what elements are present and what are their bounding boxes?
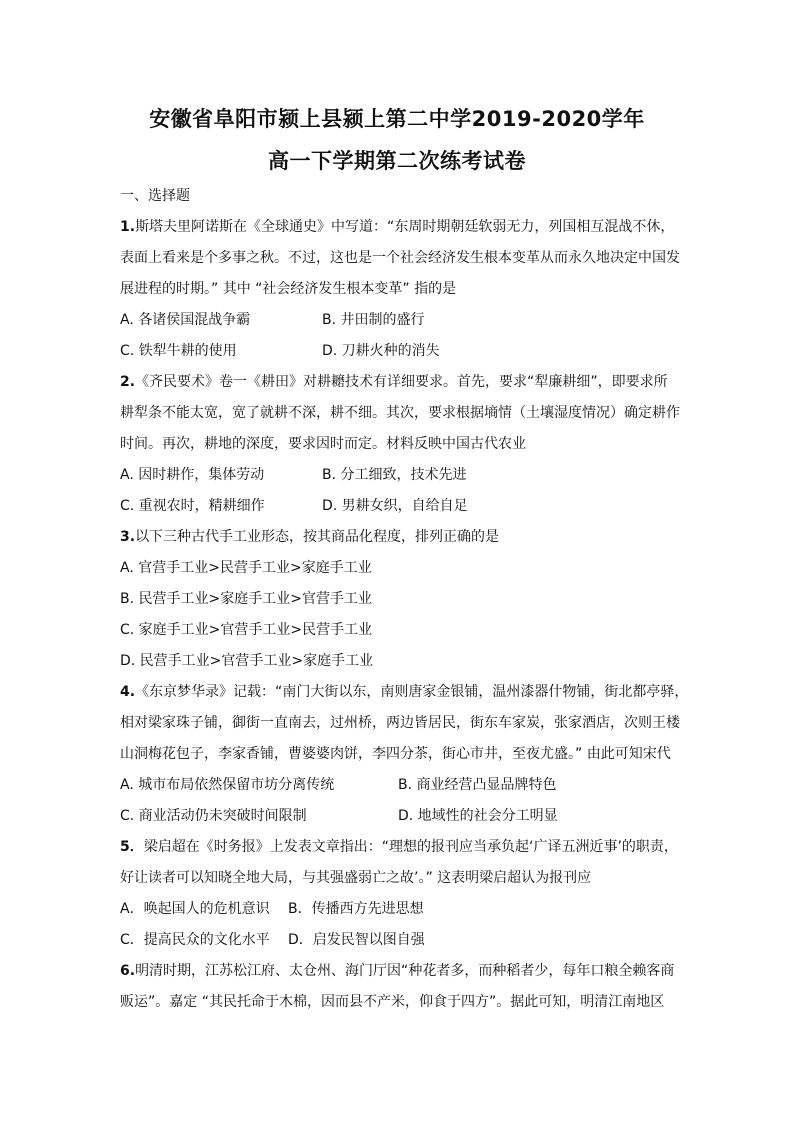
question-number: 6. (120, 963, 136, 979)
section-heading: 一、选择题 (120, 188, 190, 204)
question-1-line-1 (120, 218, 674, 236)
q3-option-c[interactable]: C. 家庭手工业>官营手工业>民营手工业 (120, 622, 373, 638)
q2-option-a[interactable]: A. 因时耕作，集体劳动 (120, 467, 265, 483)
q4-option-c[interactable]: C. 商业活动仍未突破时间限制 (120, 808, 307, 824)
question-number: 2. (120, 374, 136, 390)
q3-option-d[interactable]: D. 民营手工业>官营手工业>家庭手工业 (120, 653, 374, 669)
question-text: 以下三种古代手工业形态，按其商品化程度，排列正确的是 (135, 529, 500, 545)
q4-option-b[interactable]: B. 商业经营凸显品牌特色 (398, 777, 557, 793)
question-4-line-1 (120, 683, 688, 701)
q5-option-c[interactable]: C．提高民众的文化水平 (120, 932, 270, 948)
question-1-line-2: 表面上看来是个多事之秋。不过，这也是一个社会经济发生根本变革从而永久地决定中国发 (120, 250, 680, 266)
q5-option-d[interactable]: D．启发民智以图自强 (288, 932, 425, 948)
question-2-line-2: 耕犁条不能太宽，宽了就耕不深，耕不细。其次，要求根据墒情（土壤湿度情况）确定耕作 (120, 405, 680, 421)
question-3-line-1 (120, 528, 499, 546)
question-1-line-3: 展进程的时期。” 其中 “社会经济发生根本变革” 指的是 (120, 281, 457, 297)
question-2-line-3: 时间。再次，耕地的深度，要求因时而定。材料反映中国古代农业 (120, 436, 526, 452)
q5-option-b[interactable]: B．传播西方先进思想 (288, 901, 424, 917)
question-6-line-1 (120, 962, 674, 980)
question-number: 1. (120, 219, 136, 235)
question-4-line-3: 山洞梅花包子，李家香铺，曹婆婆肉饼，李四分茶，街心市井，至夜尤盛。” 由此可知宋代 (120, 746, 671, 762)
q1-option-b[interactable]: B. 井田制的盛行 (322, 312, 425, 328)
question-4-line-2: 相对梁家珠子铺，御街一直南去，过州桥，两边皆居民，街东车家炭，张家酒店，次则王楼 (120, 715, 680, 731)
exam-title-line1: 安徽省阜阳市颍上县颍上第二中学2019-2020学年 (149, 107, 645, 131)
q4-option-d[interactable]: D. 地域性的社会分工明显 (398, 808, 558, 824)
q5-option-a[interactable]: A．唤起国人的危机意识 (120, 901, 270, 917)
question-5-line-2: 好让读者可以知晓全地大局，与其强盛弱亡之故’。” 这表明梁启超认为报刊应 (120, 870, 592, 886)
question-text: 梁启超在《时务报》上发表文章指出：“理想的报刊应当承负起‘广译五洲近事’的职责， (143, 839, 678, 855)
question-5-line-1 (120, 838, 678, 856)
q4-option-a[interactable]: A. 城市布局依然保留市坊分离传统 (120, 777, 335, 793)
question-6-line-2: 贩运”。嘉定 “其民托命于木棉，因而县不产米，仰食于四方”。据此可知，明清江南地区 (120, 994, 665, 1010)
question-text: 《东京梦华录》记载：“南门大街以东，南则唐家金银铺，温州漆器什物铺，街北都亭驿， (135, 684, 689, 700)
question-number: 3. (120, 529, 136, 545)
q2-option-c[interactable]: C. 重视农时，精耕细作 (120, 498, 265, 514)
q1-option-a[interactable]: A. 各诸侯国混战争霸 (120, 312, 251, 328)
q2-option-d[interactable]: D. 男耕女织，自给自足 (322, 498, 468, 514)
question-text: 《齐民要术》卷一《耕田》对耕耱技术有详细要求。首先，要求“犁廉耕细”，即要求所 (135, 374, 668, 390)
q1-option-d[interactable]: D. 刀耕火种的消失 (322, 343, 440, 359)
q3-option-a[interactable]: A. 官营手工业>民营手工业>家庭手工业 (120, 560, 372, 576)
q3-option-b[interactable]: B. 民营手工业>家庭手工业>官营手工业 (120, 591, 372, 607)
q1-option-c[interactable]: C. 铁犁牛耕的使用 (120, 343, 237, 359)
question-2-line-1 (120, 373, 668, 391)
question-text: 斯塔夫里阿诺斯在《全球通史》中写道：“东周时期朝廷软弱无力，列国相互混战不休， (135, 219, 675, 235)
question-number: 4. (120, 684, 136, 700)
q2-option-b[interactable]: B. 分工细致，技术先进 (322, 467, 467, 483)
question-text: 明清时期，江苏松江府、太仓州、海门厅因“种花者多，而种稻者少，每年口粮全赖客商 (135, 963, 675, 979)
question-number: 5． (120, 839, 144, 855)
exam-title-line2: 高一下学期第二次练考试卷 (268, 149, 526, 173)
